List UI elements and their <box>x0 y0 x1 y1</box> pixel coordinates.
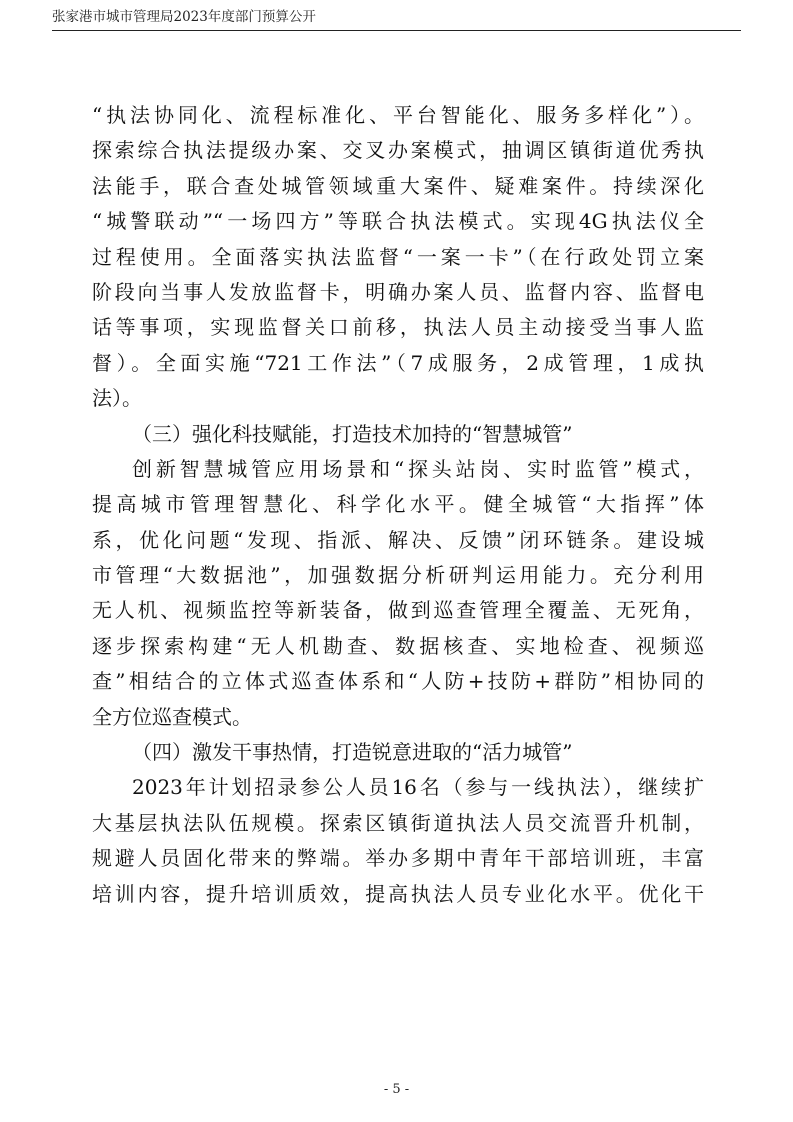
body-line: 话等事项，实现监督关口前移，执法人员主动接受当事人监 <box>92 315 704 340</box>
section-heading-3: （三）强化科技赋能，打造技术加持的“智慧城管” <box>132 421 573 446</box>
body-line: 大基层执法队伍规模。探索区镇街道执法人员交流晋升机制， <box>92 810 704 835</box>
page-number: - 5 - <box>383 1082 410 1097</box>
body-line: “城警联动”“一场四方”等联合执法模式。实现4G执法仪全 <box>92 209 704 234</box>
body-line: 2023年计划招录参公人员16名（参与一线执法），继续扩 <box>132 775 704 800</box>
body-line: 无人机、视频监控等新装备，做到巡查管理全覆盖、无死角， <box>92 598 704 623</box>
body-line: 法）。 <box>92 386 142 411</box>
document-body <box>92 98 704 912</box>
page-footer <box>0 1082 793 1097</box>
body-line: 规避人员固化带来的弊端。举办多期中青年干部培训班，丰富 <box>92 846 704 871</box>
body-line: 系，优化问题“发现、指派、解决、反馈”闭环链条。建设城 <box>92 527 704 552</box>
body-line: 市管理“大数据池”，加强数据分析研判运用能力。充分利用 <box>92 563 704 588</box>
body-line: 提高城市管理智慧化、科学化水平。健全城管“大指挥”体 <box>92 492 704 517</box>
body-line: 探索综合执法提级办案、交叉办案模式，抽调区镇街道优秀执 <box>92 138 704 163</box>
section-heading-4: （四）激发干事热情，打造锐意进取的“活力城管” <box>132 740 573 765</box>
body-line: 逐步探索构建“无人机勘查、数据核查、实地检查、视频巡 <box>92 633 704 658</box>
body-line: 查”相结合的立体式巡查体系和“人防+技防+群防”相协同的 <box>92 669 704 694</box>
body-line: 过程使用。全面落实执法监督“一案一卡”（在行政处罚立案 <box>92 244 704 269</box>
body-line: 全方位巡查模式。 <box>92 704 252 729</box>
body-line: 法能手，联合查处城管领域重大案件、疑难案件。持续深化 <box>92 173 704 198</box>
body-line: 培训内容，提升培训质效，提高执法人员专业化水平。优化干 <box>92 881 704 906</box>
body-line: 督）。全面实施“721工作法”（7成服务，2成管理，1成执 <box>92 350 704 375</box>
body-line: 阶段向当事人发放监督卡，明确办案人员、监督内容、监督电 <box>92 279 704 304</box>
body-line: “执法协同化、流程标准化、平台智能化、服务多样化”）。 <box>92 103 704 127</box>
body-line: 创新智慧城管应用场景和“探头站岗、实时监管”模式， <box>132 456 704 481</box>
header-title: 张家港市城市管理局2023年度部门预算公开 <box>52 9 316 25</box>
page-header <box>52 6 741 31</box>
